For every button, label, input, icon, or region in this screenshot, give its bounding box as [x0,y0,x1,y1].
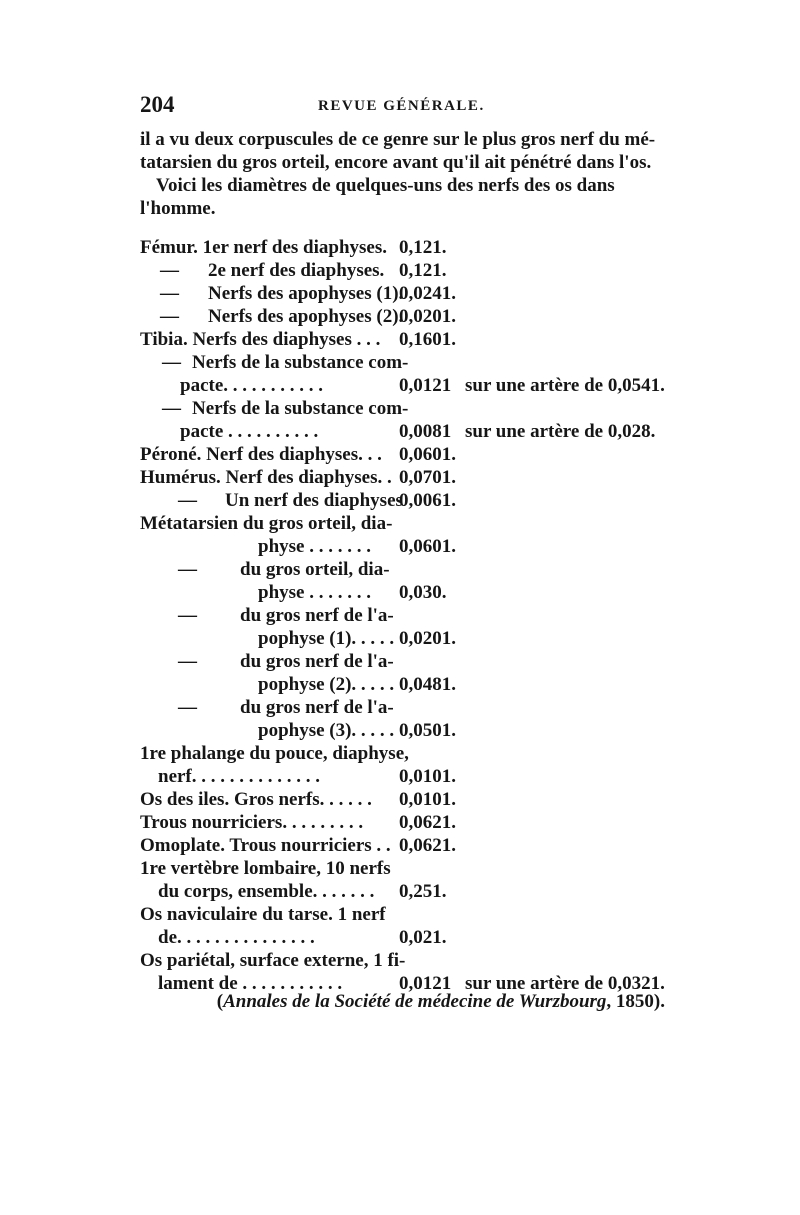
ditto-dash: — [178,651,197,672]
table-row [140,443,670,466]
row-label: pophyse (2). . . . . [258,674,395,695]
table-row [140,604,670,627]
row-value: 0,0201. [399,306,456,327]
row-label: Humérus. Nerf des diaphyses. . [140,467,392,488]
table-row [140,420,670,443]
row-value: 0,251. [399,881,447,902]
text-line: il a vu deux corpuscules de ce genre sur le plus gros nerf du mé- [140,129,656,150]
row-label: Nerfs de la substance com- [192,398,409,419]
row-note: sur une artère de 0,0541. [465,375,665,396]
text-line: tatarsien du gros orteil, encore avant qu'il ait pénétré dans l'os. [140,152,652,173]
row-value: 0,0121 [399,375,452,396]
table-row [140,558,670,581]
table-row [140,834,670,857]
citation-close: , 1850). [606,991,665,1012]
row-value: 0,0701. [399,467,456,488]
table-row [140,374,670,397]
row-value: 0,0121 [399,973,452,994]
ditto-dash: — [178,697,197,718]
row-label: Péroné. Nerf des diaphyses. . . [140,444,382,465]
row-value: 0,0601. [399,444,456,465]
ditto-dash: — [162,398,181,419]
source-citation [155,990,665,1014]
table-row [140,581,670,604]
page-header [140,92,660,122]
row-label: Trous nourriciers. . . . . . . . . [140,812,364,833]
row-label: pophyse (3). . . . . [258,720,395,741]
ditto-dash: — [160,306,179,327]
ditto-dash: — [160,260,179,281]
table-row [140,857,670,880]
table-row [140,397,670,420]
row-label: du gros nerf de l'a- [240,605,394,626]
row-value: 0,121. [399,260,447,281]
table-row [140,466,670,489]
table-row [140,696,670,719]
row-label: Os pariétal, surface externe, 1 fi- [140,950,406,971]
table-row [140,719,670,742]
row-label: Un nerf des diaphyses [225,490,403,511]
row-value: 0,0601. [399,536,456,557]
table-row [140,259,670,282]
row-label: lament de . . . . . . . . . . . [158,973,343,994]
table-row [140,305,670,328]
table-row [140,535,670,558]
row-note: sur une artère de 0,028. [465,421,656,442]
table-row [140,903,670,926]
ditto-dash: — [178,605,197,626]
ditto-dash: — [178,490,197,511]
table-row [140,765,670,788]
row-label: Os naviculaire du tarse. 1 nerf [140,904,386,925]
row-value: 0,030. [399,582,447,603]
row-label: pacte. . . . . . . . . . . [180,375,324,396]
row-value: 0,1601. [399,329,456,350]
table-row [140,489,670,512]
row-label: 1re phalange du pouce, diaphyse, [140,743,409,764]
row-label: du gros nerf de l'a- [240,651,394,672]
row-label: pacte . . . . . . . . . . [180,421,319,442]
ditto-dash: — [160,283,179,304]
table-row [140,926,670,949]
table-row [140,811,670,834]
row-value: 0,121. [399,237,447,258]
row-label: du corps, ensemble. . . . . . . [158,881,375,902]
row-value: 0,0621. [399,812,456,833]
row-label: Nerfs de la substance com- [192,352,409,373]
table-row [140,351,670,374]
table-row [140,788,670,811]
row-value: 0,0061. [399,490,456,511]
table-row [140,673,670,696]
row-label: Tibia. Nerfs des diaphyses . . . [140,329,381,350]
row-label: pophyse (1). . . . . [258,628,395,649]
intro-paragraph [140,174,662,220]
page-number: 204 [140,92,175,117]
table-row [140,282,670,305]
ditto-dash: — [162,352,181,373]
row-note: sur une artère de 0,0321. [465,973,665,994]
row-label: Métatarsien du gros orteil, dia- [140,513,393,534]
row-value: 0,0481. [399,674,456,695]
row-label: Os des iles. Gros nerfs. . . . . . [140,789,372,810]
ditto-dash: — [178,559,197,580]
citation-title: Annales de la Société de médecine de Wurzbourg [223,991,607,1012]
row-value: 0,021. [399,927,447,948]
table-row [140,328,670,351]
table-row [140,627,670,650]
table-row [140,650,670,673]
table-row [140,949,670,972]
row-label: nerf. . . . . . . . . . . . . . [158,766,321,787]
row-value: 0,0621. [399,835,456,856]
row-label: du gros orteil, dia- [240,559,390,580]
row-label: Fémur. 1er nerf des diaphyses. [140,237,387,258]
row-label: physe . . . . . . . [258,582,371,603]
row-label: Nerfs des apophyses (1). [208,283,404,304]
text-line: Voici les diamètres de quelques-uns des nerfs des os dans [156,175,615,196]
row-value: 0,0081 [399,421,452,442]
row-value: 0,0501. [399,720,456,741]
citation-open: ( [216,991,224,1012]
row-label: 1re vertèbre lombaire, 10 nerfs [140,858,391,879]
row-label: Nerfs des apophyses (2). [208,306,404,327]
row-value: 0,0101. [399,789,456,810]
table-row [140,742,670,765]
row-label: du gros nerf de l'a- [240,697,394,718]
intro-paragraph [140,128,662,174]
row-label: de. . . . . . . . . . . . . . . [158,927,315,948]
text-line: l'homme. [140,198,216,219]
nerve-diameter-table [140,236,670,995]
intro-text [140,128,662,220]
table-row [140,236,670,259]
table-row [140,880,670,903]
row-label: physe . . . . . . . [258,536,371,557]
table-row [140,512,670,535]
row-value: 0,0201. [399,628,456,649]
row-value: 0,0101. [399,766,456,787]
row-label: Omoplate. Trous nourriciers . . [140,835,391,856]
running-title: REVUE GÉNÉRALE. [318,98,485,114]
row-label: 2e nerf des diaphyses. [208,260,385,281]
row-value: 0,0241. [399,283,456,304]
